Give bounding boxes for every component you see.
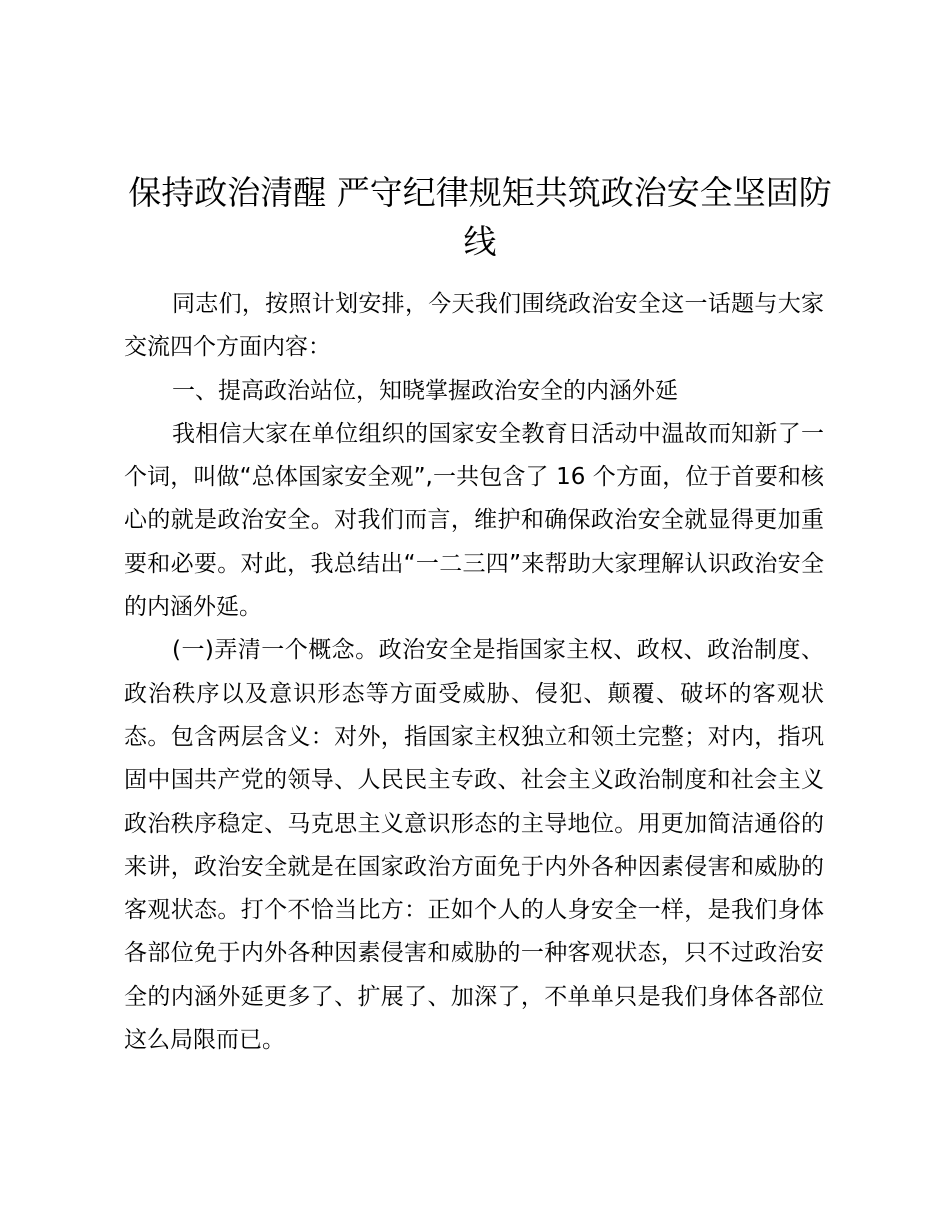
document-body xyxy=(124,283,824,1062)
document-title: 保持政治清醒 严守纪律规矩共筑政治安全坚固防线 xyxy=(128,173,832,261)
paragraph-intro: 同志们，按照计划安排，今天我们围绕政治安全这一话题与大家交流四个方面内容： xyxy=(124,291,824,361)
section-heading-one: 一、提高政治站位，知晓掌握政治安全的内涵外延 xyxy=(172,377,678,404)
paragraph-security-concept: 我相信大家在单位组织的国家安全教育日活动中温故而知新了一个词，叫做“总体国家安全观”,一共包含了 16 个方面，位于首要和核心的就是政治安全。对我们而言，维护和确保政治安全就显得更加重要和必要。对此，我总结出“一二三四”来帮助大家理解认识政治安全的内涵外延。 xyxy=(124,420,824,621)
paragraph-definition: (一)弄清一个概念。政治安全是指国家主权、政权、政治制度、政治秩序以及意识形态等方面受威胁、侵犯、颠覆、破坏的客观状态。包含两层含义：对外，指国家主权独立和领土完整；对内，指巩固中国共产党的领导、人民民主专政、社会主义政治制度和社会主义政治秩序稳定、马克思主义意识形态的主导地位。用更加简洁通俗的来讲，政治安全就是在国家政治方面免于内外各种因素侵害和威胁的客观状态。打个不恰当比方：正如个人的人身安全一样，是我们身体各部位免于内外各种因素侵害和威胁的一种客观状态，只不过政治安全的内涵外延更多了、扩展了、加深了，不单单只是我们身体各部位这么局限而已。 xyxy=(124,637,824,1054)
